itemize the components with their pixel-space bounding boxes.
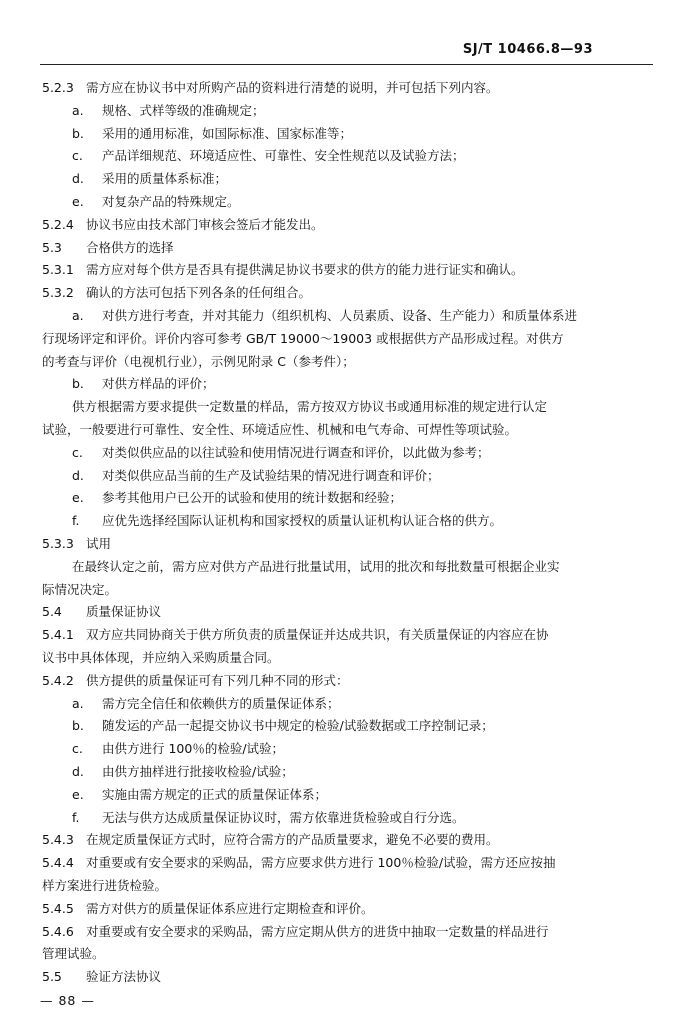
line-text: 试用	[86, 536, 112, 551]
paragraph-line	[42, 946, 658, 962]
clause-line	[42, 240, 658, 256]
list-marker: a.	[72, 102, 84, 118]
line-text: 对类似供应品的以往试验和使用情况进行调查和评价，以此做为参考；	[102, 444, 490, 460]
clause-line	[42, 285, 658, 301]
clause-line	[42, 604, 658, 620]
line-text: 由供方抽样进行批接收检验/试验；	[102, 764, 294, 779]
clause-number: 5.4.6	[42, 923, 74, 939]
list-item	[42, 490, 658, 506]
line-text: 对重要或有安全要求的采购品，需方应定期从供方的进货中抽取一定数量的样品进行	[86, 923, 549, 939]
list-marker: e.	[72, 490, 84, 506]
line-text: 在最终认定之前，需方应对供方产品进行批量试用，试用的批次和每批数量可根据企业实	[72, 558, 560, 574]
list-marker: b.	[72, 376, 84, 392]
list-item	[42, 741, 658, 757]
list-marker: d.	[72, 467, 84, 483]
list-marker: b.	[72, 718, 84, 734]
clause-number: 5.4.4	[42, 855, 74, 871]
line-text: 供方提供的质量保证可有下列几种不同的形式：	[86, 672, 349, 688]
page-number: — 88 —	[40, 993, 95, 1008]
list-marker: f.	[72, 809, 80, 825]
line-text: 采用的通用标准，如国际标准、国家标准等；	[102, 125, 353, 141]
list-item	[42, 787, 658, 803]
list-marker: d.	[72, 764, 84, 779]
clause-line	[42, 855, 658, 871]
clause-line	[42, 262, 658, 278]
list-item	[42, 468, 658, 484]
clause-line	[42, 901, 658, 917]
line-text: 需方对供方的质量保证体系应进行定期检查和评价。	[86, 900, 374, 916]
list-item	[42, 764, 658, 780]
clause-number: 5.2.3	[42, 80, 74, 95]
line-text: 质量保证协议	[86, 604, 162, 620]
clause-line	[42, 832, 658, 848]
line-text: 产品详细规范、环境适应性、可靠性、安全性规范以及试验方法；	[102, 148, 465, 164]
list-item	[42, 696, 658, 712]
list-marker: c.	[72, 741, 83, 757]
line-text: 际情况决定。	[42, 581, 118, 597]
page-header	[40, 40, 653, 65]
list-marker: a.	[72, 695, 84, 711]
line-text: 议书中具体体现，并应纳入采购质量合同。	[42, 650, 280, 665]
list-marker: c.	[72, 444, 83, 460]
list-item	[42, 194, 658, 210]
clause-line	[42, 924, 658, 940]
clause-number: 5.2.4	[42, 216, 74, 232]
paragraph-line	[72, 399, 658, 415]
paragraph-line	[42, 354, 658, 370]
line-text: 样方案进行进货检验。	[42, 878, 168, 893]
line-text: 供方根据需方要求提供一定数量的样品，需方按双方协议书或通用标准的规定进行认定	[72, 399, 548, 415]
list-marker: d.	[72, 171, 84, 187]
line-text: 实施由需方规定的正式的质量保证体系；	[102, 786, 328, 802]
clause-number: 5.4	[42, 604, 62, 620]
line-text: 对复杂产品的特殊规定。	[102, 194, 240, 209]
line-text: 对供方进行考查，并对其能力（组织机构、人员素质、设备、生产能力）和质量体系进	[102, 308, 578, 323]
clause-line	[42, 969, 658, 985]
line-text: 需方应在协议书中对所购产品的资料进行清楚的说明，并可包括下列内容。	[86, 80, 499, 95]
line-text: 规格、式样等级的准确规定；	[102, 102, 265, 118]
line-text: 合格供方的选择	[86, 239, 174, 255]
clause-line	[42, 536, 658, 552]
line-text: 验证方法协议	[86, 969, 162, 985]
paragraph-line	[42, 331, 658, 347]
line-text: 无法与供方达成质量保证协议时，需方依靠进货检验或自行分选。	[102, 809, 465, 825]
line-text: 确认的方法可包括下列各条的任何组合。	[86, 285, 312, 301]
line-text: 需方应对每个供方是否具有提供满足协议书要求的供方的能力进行证实和确认。	[86, 262, 524, 278]
paragraph-line	[42, 582, 658, 598]
list-item	[42, 103, 658, 119]
clause-line	[42, 80, 658, 96]
list-item	[42, 376, 658, 392]
line-text: 参考其他用户已公开的试验和使用的统计数据和经验；	[102, 490, 403, 506]
list-item	[42, 445, 658, 461]
line-text: 行现场评定和评价。评价内容可参考 GB/T 19000～19003 或根据供方产品形成过程。对供方	[42, 330, 564, 346]
list-marker: f.	[72, 513, 80, 529]
list-item	[42, 308, 658, 324]
line-text: 试验，一般要进行可靠性、安全性、环境适应性、机械和电气寿命、可焊性等项试验。	[42, 422, 518, 437]
clause-line	[42, 673, 658, 689]
paragraph-line	[42, 422, 658, 438]
line-text: 由供方进行 100％的检验/试验；	[102, 741, 285, 757]
line-text: 随发运的产品一起提交协议书中规定的检验/试验数据或工序控制记录；	[102, 718, 494, 734]
line-text: 需方完全信任和依赖供方的质量保证体系；	[102, 695, 340, 711]
clause-number: 5.3.1	[42, 262, 74, 278]
paragraph-line	[72, 559, 658, 575]
clause-number: 5.4.2	[42, 672, 74, 688]
list-item	[42, 718, 658, 734]
list-item	[42, 126, 658, 142]
line-text: 双方应共同协商关于供方所负责的质量保证并达成共识，有关质量保证的内容应在协	[86, 627, 549, 643]
clause-number: 5.4.1	[42, 627, 74, 643]
line-text: 采用的质量体系标准；	[102, 171, 228, 187]
clause-line	[42, 627, 658, 643]
clause-number: 5.3	[42, 239, 62, 255]
line-text: 的考查与评价（电视机行业），示例见附录 C（参考件）；	[42, 353, 355, 369]
list-marker: a.	[72, 308, 84, 323]
standard-code: SJ/T 10466.8—93	[462, 42, 593, 57]
list-item	[42, 810, 658, 826]
clause-number: 5.3.2	[42, 285, 74, 301]
clause-number: 5.4.3	[42, 832, 74, 848]
list-marker: b.	[72, 125, 84, 141]
clause-number: 5.3.3	[42, 536, 74, 551]
line-text: 对重要或有安全要求的采购品，需方应要求供方进行 100％检验/试验，需方还应按抽	[86, 855, 556, 871]
paragraph-line	[42, 650, 658, 666]
line-text: 协议书应由技术部门审核会签后才能发出。	[86, 216, 324, 232]
clause-line	[42, 217, 658, 233]
line-text: 对类似供应品当前的生产及试验结果的情况进行调查和评价；	[102, 467, 440, 483]
clause-number: 5.4.5	[42, 900, 74, 916]
list-marker: e.	[72, 194, 84, 209]
line-text: 管理试验。	[42, 946, 105, 962]
list-item	[42, 148, 658, 164]
clause-number: 5.5	[42, 969, 62, 985]
line-text: 对供方样品的评价；	[102, 376, 215, 392]
paragraph-line	[42, 878, 658, 894]
list-marker: c.	[72, 148, 83, 164]
line-text: 应优先选择经国际认证机构和国家授权的质量认证机构认证合格的供方。	[102, 513, 503, 529]
list-item	[42, 171, 658, 187]
list-marker: e.	[72, 786, 84, 802]
list-item	[42, 513, 658, 529]
line-text: 在规定质量保证方式时，应符合需方的产品质量要求，避免不必要的费用。	[86, 832, 499, 848]
